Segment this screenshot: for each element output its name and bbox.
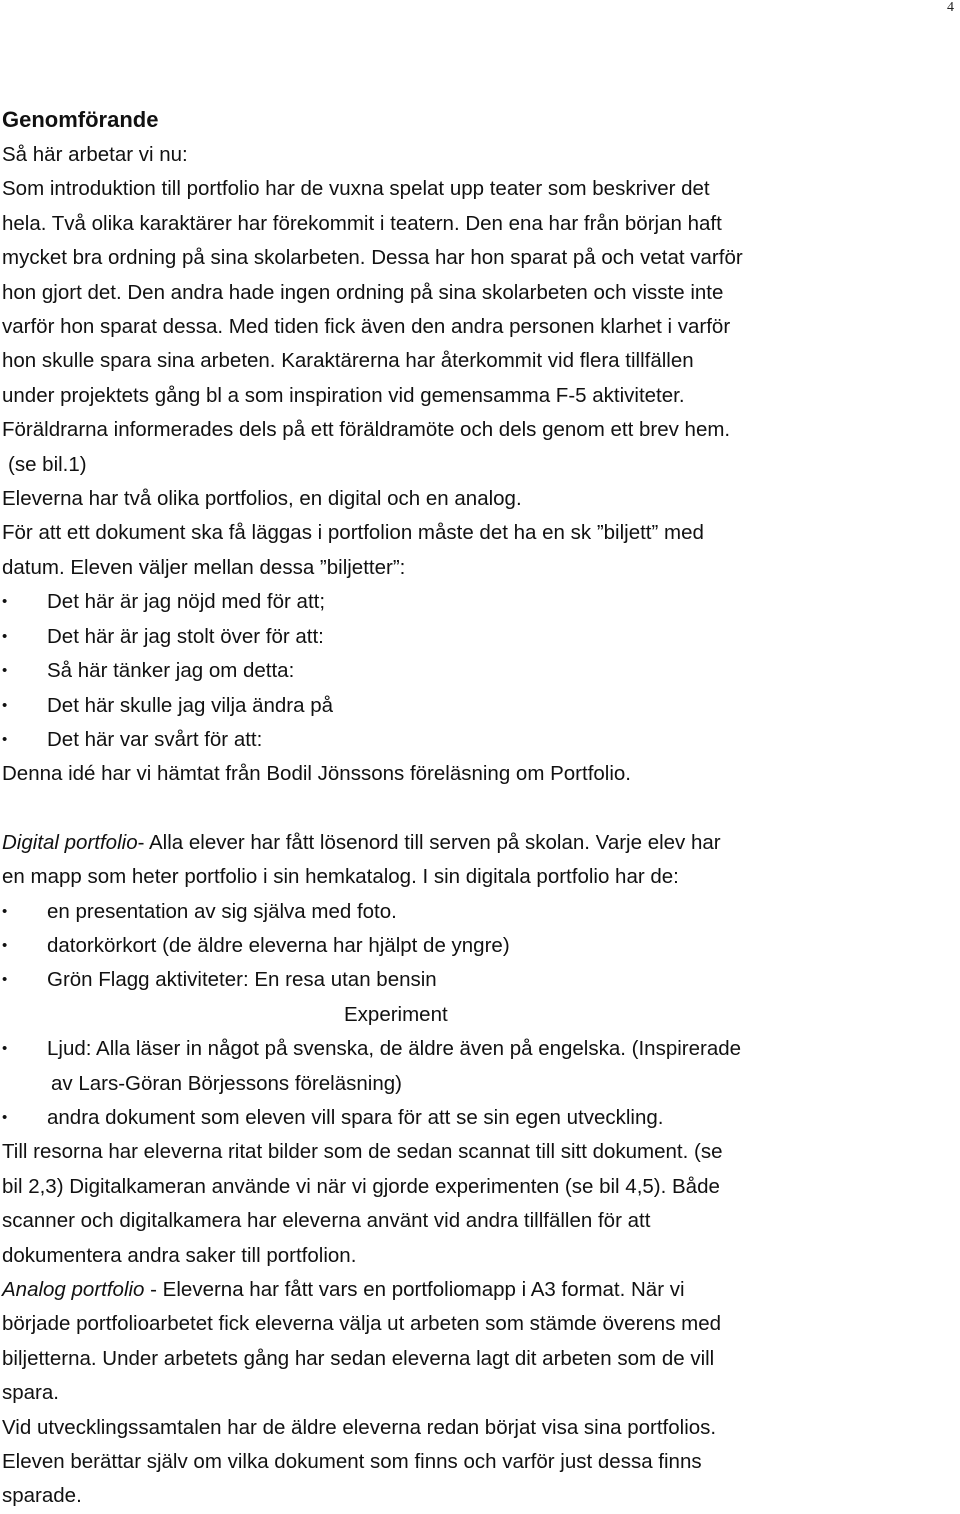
text-line: (se bil.1) xyxy=(8,452,87,476)
list-item: • Det här är jag stolt över för att: xyxy=(2,620,952,654)
text-line: sparade. xyxy=(2,1484,82,1508)
text-line: dokumentera andra saker till portfolion. xyxy=(2,1243,357,1267)
text-line: biljetterna. Under arbetets gång har sedan eleverna lagt dit arbeten som de vill xyxy=(2,1346,715,1370)
text-line: Eleven berättar själv om vilka dokument som finns och varför just dessa finns xyxy=(2,1450,702,1474)
text-line: Eleverna har två olika portfolios, en digital och en analog. xyxy=(2,487,522,511)
text-span: - Alla elever har fått lösenord till serven på skolan. Varje elev har xyxy=(137,830,721,854)
list-item-continuation: Experiment xyxy=(344,1002,448,1026)
text-line: hon gjort det. Den andra hade ingen ordning på sina skolarbeten och visste inte xyxy=(2,280,724,304)
analog-portfolio-section xyxy=(2,1273,952,1514)
text-line: började portfolioarbetet fick eleverna välja ut arbeten som stämde överens med xyxy=(2,1312,722,1336)
text-line: varför hon sparat dessa. Med tiden fick även den andra personen klarhet i varför xyxy=(2,315,731,339)
analog-portfolio-term: Analog portfolio xyxy=(2,1278,145,1301)
list-item: • Det här skulle jag vilja ändra på xyxy=(2,689,952,723)
text-line: spara. xyxy=(2,1381,59,1405)
text-line: bil 2,3) Digitalkameran använde vi när vi gjorde experimenten (se bil 4,5). Både xyxy=(2,1174,720,1198)
list-item: • Ljud: Alla läser in något på svenska, de äldre även på engelska. (Inspirerade xyxy=(2,1032,952,1066)
intro-section xyxy=(2,138,952,585)
digital-portfolio-term: Digital portfolio xyxy=(2,830,138,854)
text-line xyxy=(2,826,952,860)
text-line: under projektets gång bl a som inspiration vid gemensamma F-5 aktiviteter. xyxy=(2,383,685,407)
text-line: Denna idé har vi hämtat från Bodil Jönssons föreläsning om Portfolio. xyxy=(2,762,632,786)
text-line: datum. Eleven väljer mellan dessa ”biljetter”: xyxy=(2,555,406,579)
list-item-continuation: av Lars-Göran Börjessons föreläsning) xyxy=(51,1071,402,1095)
text-line: Till resorna har eleverna ritat bilder som de sedan scannat till sitt dokument. (se xyxy=(2,1140,723,1164)
page-number: 4 xyxy=(947,0,954,15)
list-item: • Så här tänker jag om detta: xyxy=(2,654,952,688)
text-line: Som introduktion till portfolio har de vuxna spelat upp teater som beskriver det xyxy=(2,177,710,201)
text-line xyxy=(2,1273,952,1307)
text-line: scanner och digitalkamera har eleverna använt vid andra tillfällen för att xyxy=(2,1209,651,1233)
list-item: • Grön Flagg aktiviteter: En resa utan bensin xyxy=(2,963,952,997)
text-line: hon skulle spara sina arbeten. Karaktärerna har återkommit vid flera tillfällen xyxy=(2,349,694,373)
digital-portfolio-section xyxy=(2,826,952,1273)
text-line: För att ett dokument ska få läggas i portfolion måste det ha en sk ”biljett” med xyxy=(2,521,704,545)
text-line: Så här arbetar vi nu: xyxy=(2,143,188,166)
text-line: hela. Två olika karaktärer har förekommit i teatern. Den ena har från början haft xyxy=(2,211,722,235)
text-line: Vid utvecklingssamtalen har de äldre eleverna redan börjat visa sina portfolios. xyxy=(2,1415,717,1439)
text-line: en mapp som heter portfolio i sin hemkatalog. I sin digitala portfolio har de: xyxy=(2,865,679,889)
digital-portfolio-list xyxy=(2,895,952,1136)
text-line: mycket bra ordning på sina skolarbeten. Dessa har hon sparat på och vetat varför xyxy=(2,246,743,270)
list-item: • datorkörkort (de äldre eleverna har hjälpt de yngre) xyxy=(2,929,952,963)
document-body xyxy=(2,102,952,1514)
paragraph-gap xyxy=(2,792,952,826)
list-item: • Det här är jag nöjd med för att; xyxy=(2,585,952,619)
section-heading: Genomförande xyxy=(2,107,159,132)
list-item: • Det här var svårt för att: xyxy=(2,723,952,757)
text-span: - Eleverna har fått vars en portfoliomapp i A3 format. När vi xyxy=(144,1278,685,1301)
list-item: • andra dokument som eleven vill spara för att se sin egen utveckling. xyxy=(2,1101,952,1135)
ticket-list xyxy=(2,585,952,757)
list-item: • en presentation av sig själva med foto. xyxy=(2,895,952,929)
text-line: Föräldrarna informerades dels på ett föräldramöte och dels genom ett brev hem. xyxy=(2,418,731,442)
